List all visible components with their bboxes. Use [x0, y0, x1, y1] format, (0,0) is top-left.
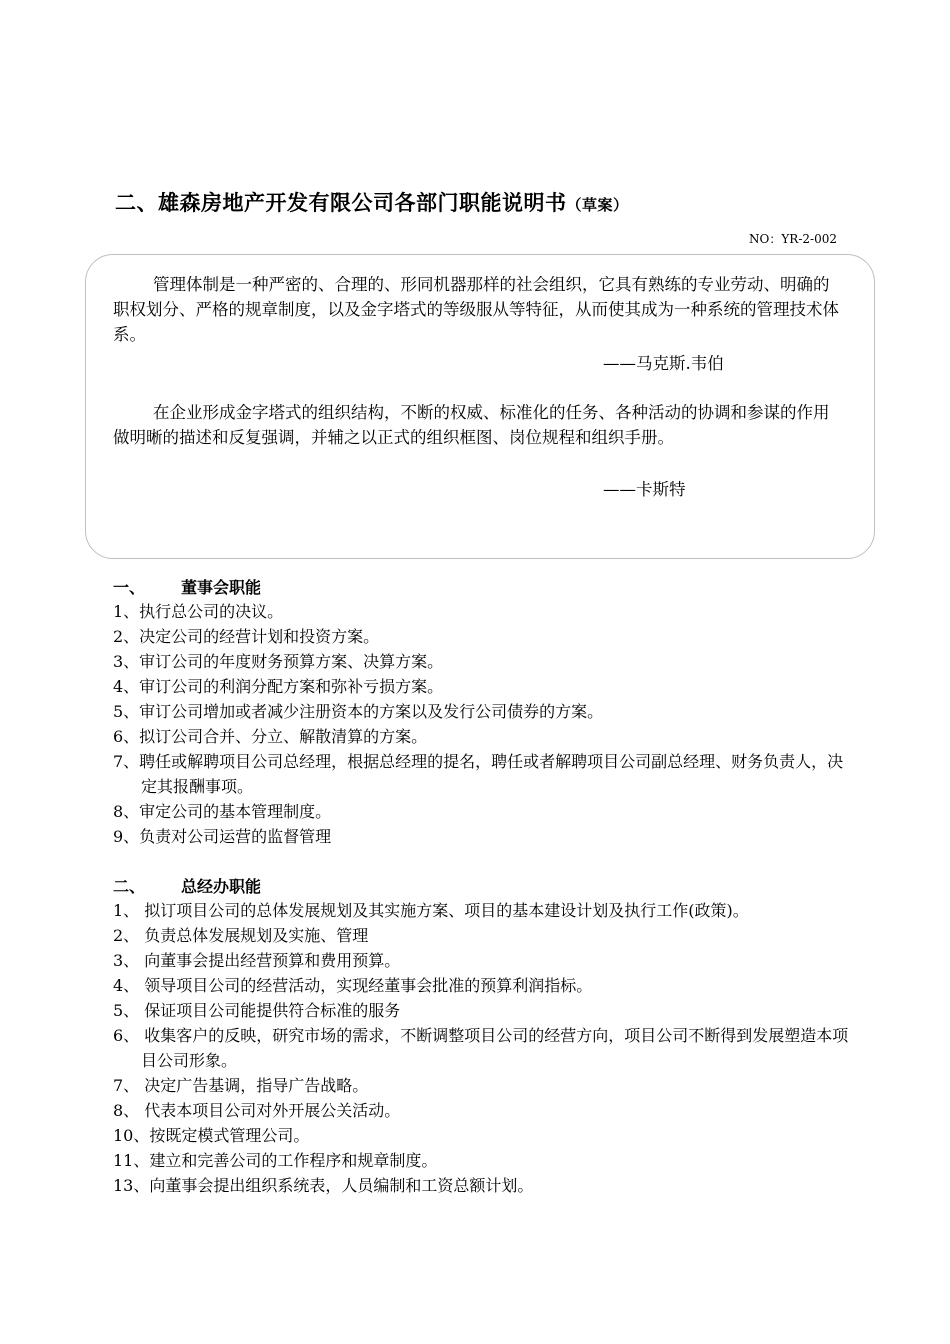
list-item: 5、审订公司增加或者减少注册资本的方案以及发行公司债券的方案。	[113, 702, 604, 721]
quote-author: ——卡斯特	[603, 480, 686, 499]
list-item: 8、审定公司的基本管理制度。	[113, 802, 332, 821]
list-item: 2、决定公司的经营计划和投资方案。	[113, 627, 380, 646]
section-number: 一、	[113, 578, 146, 597]
list-item: 6、 收集客户的反映，研究市场的需求，不断调整项目公司的经营方向，项目公司不断得到发展塑造本项目公司形象。	[113, 1026, 849, 1070]
document-number: NO：YR-2-002	[749, 232, 837, 246]
quote-text	[113, 272, 843, 347]
quote-1-text: 管理体制是一种严密的、合理的、形同机器那样的社会组织，它具有熟练的专业劳动、明确的职权划分、严格的规章制度，以及金字塔式的等级服从等特征，从而使其成为一种系统的管理技术体系。	[113, 275, 839, 344]
list-item: 2、 负责总体发展规划及实施、管理	[113, 926, 369, 945]
title-main: 二、雄森房地产开发有限公司各部门职能说明书	[115, 191, 567, 215]
list-item: 4、审订公司的利润分配方案和弥补亏损方案。	[113, 677, 444, 696]
list-item: 13、向董事会提出组织系统表，人员编制和工资总额计划。	[113, 1176, 534, 1195]
list-item: 3、 向董事会提出经营预算和费用预算。	[113, 951, 401, 970]
quote-2-text: 在企业形成金字塔式的组织结构，不断的权威、标准化的任务、各种活动的协调和参谋的作用做明晰的描述和反复强调，并辅之以正式的组织框图、岗位规程和组织手册。	[113, 403, 830, 447]
document-title	[115, 187, 629, 217]
list-item: 9、负责对公司运营的监督管理	[113, 827, 332, 846]
section-title: 总经办职能	[181, 877, 262, 896]
section-heading	[113, 575, 261, 598]
list-item: 6、拟订公司合并、分立、解散清算的方案。	[113, 727, 428, 746]
list-item: 1、 拟订项目公司的总体发展规划及其实施方案、项目的基本建设计划及执行工作(政策)。	[113, 901, 749, 920]
list-item: 7、聘任或解聘项目公司总经理，根据总经理的提名，聘任或者解聘项目公司副总经理、财务负责人，决定其报酬事项。	[113, 752, 844, 796]
section-1-list	[113, 599, 853, 849]
list-item: 8、 代表本项目公司对外开展公关活动。	[113, 1101, 401, 1120]
list-item: 7、 决定广告基调，指导广告战略。	[113, 1076, 369, 1095]
quote-text	[113, 400, 843, 450]
section-title: 董事会职能	[181, 578, 262, 597]
list-item: 1、执行总公司的决议。	[113, 602, 284, 621]
section-heading	[113, 874, 261, 897]
list-item: 11、建立和完善公司的工作程序和规章制度。	[113, 1151, 438, 1170]
list-item: 10、按既定模式管理公司。	[113, 1126, 310, 1145]
list-item: 3、审订公司的年度财务预算方案、决算方案。	[113, 652, 444, 671]
list-item: 4、 领导项目公司的经营活动，实现经董事会批准的预算利润指标。	[113, 976, 593, 995]
title-suffix: （草案）	[566, 196, 629, 214]
quote-author: ——马克斯.韦伯	[603, 354, 724, 373]
section-number: 二、	[113, 877, 146, 896]
list-item: 5、 保证项目公司能提供符合标准的服务	[113, 1001, 401, 1020]
section-2-list	[113, 898, 853, 1198]
